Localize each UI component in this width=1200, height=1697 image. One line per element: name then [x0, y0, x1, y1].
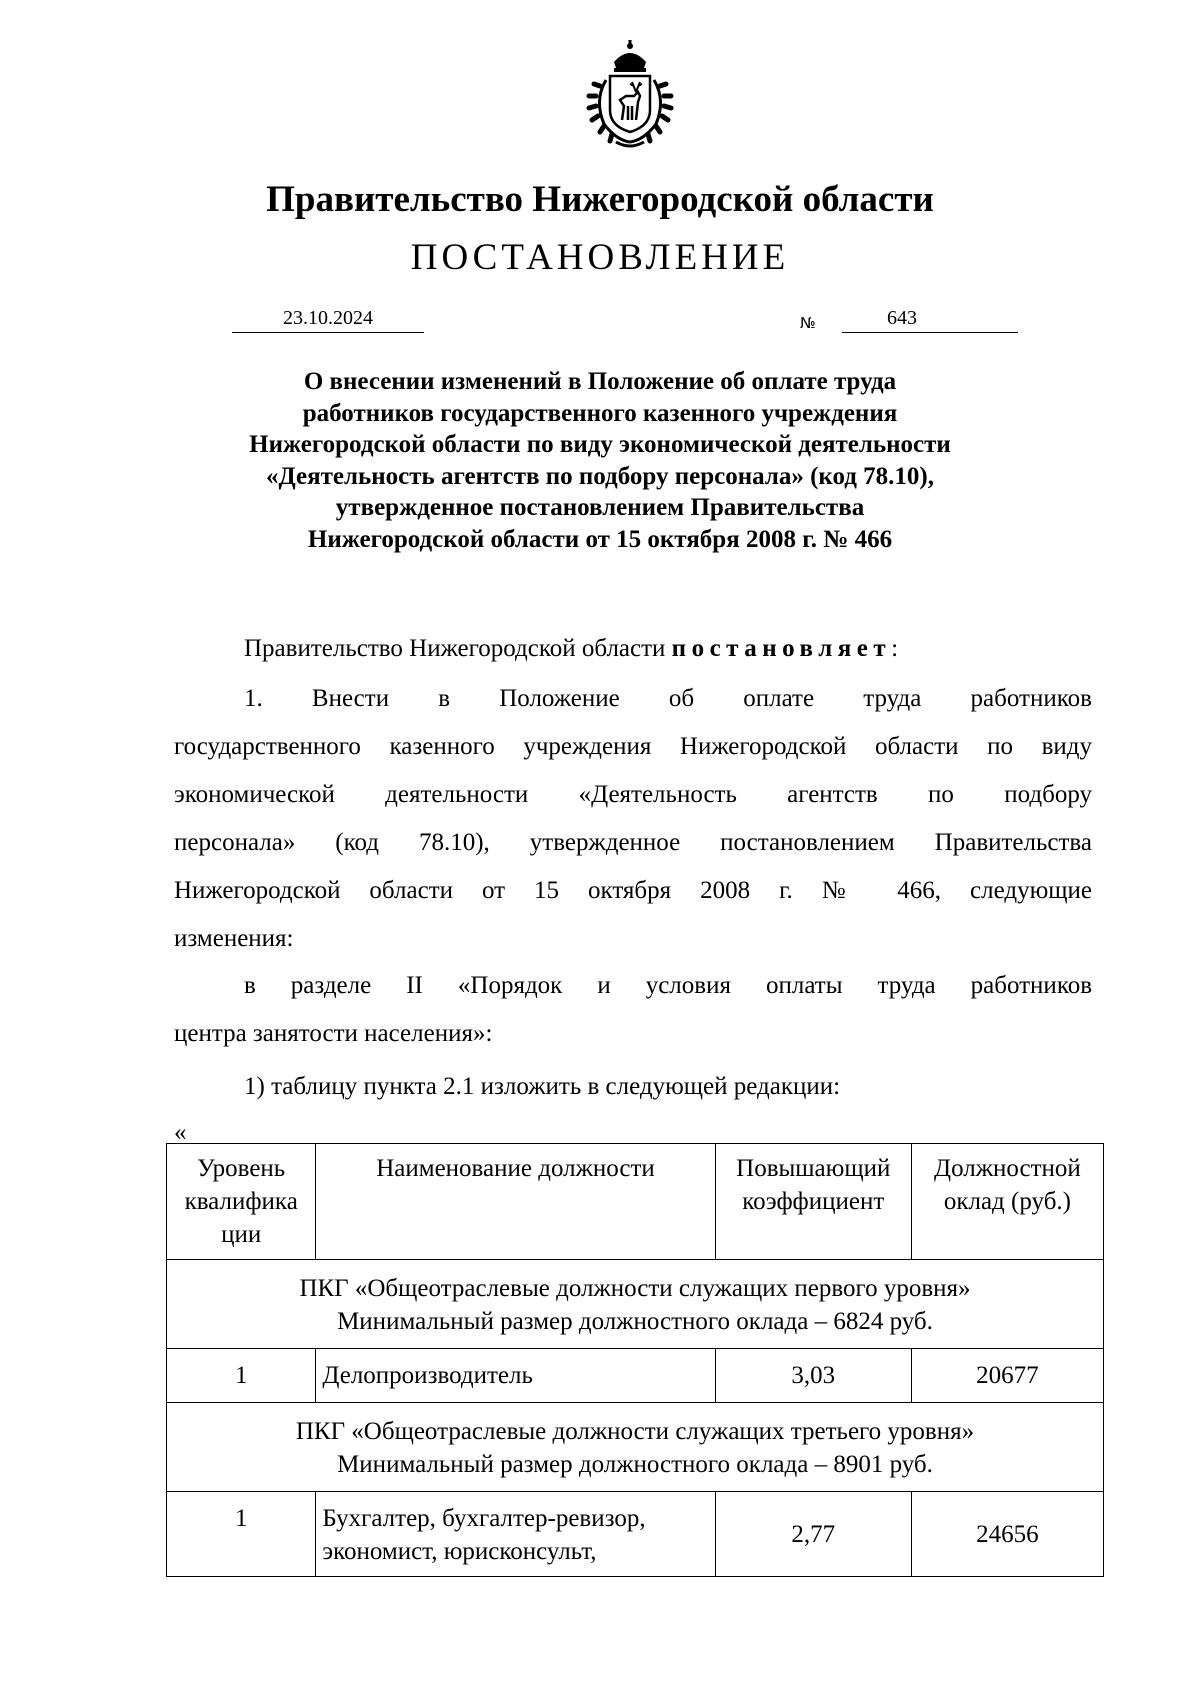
- heading-line: «Деятельность агентств по подбору персонала» (код 78.10),: [265, 462, 935, 490]
- cell-position-line: экономист, юрисконсульт,: [322, 1538, 597, 1565]
- word: в: [438, 685, 451, 712]
- intro-resolves: постановляет: [671, 635, 892, 662]
- heading-line: утвержденное постановлением Правительства: [335, 494, 865, 522]
- number-sign: №: [800, 314, 816, 332]
- word: работников: [970, 685, 1092, 712]
- salary-table: [166, 1143, 1104, 1577]
- heading-line: О внесении изменений в Положение об оплате труда: [303, 368, 897, 395]
- group-min-salary: Минимальный размер должностного оклада – 6824 руб.: [337, 1308, 933, 1335]
- cell-salary: 24656: [911, 1492, 1103, 1577]
- cell-position: Делопроизводитель: [316, 1349, 715, 1403]
- header-position: Наименование должности: [316, 1144, 715, 1260]
- heading-line: Нижегородской области от 15 октября 2008 г. № 466: [307, 525, 893, 553]
- document-number: 643: [887, 307, 917, 329]
- cell-level: 1: [167, 1349, 316, 1403]
- group-title: ПКГ «Общеотраслевые должности служащих третьего уровня»: [295, 1418, 975, 1445]
- paragraph-1-line: Нижегородской области от 15 октября 2008 г. № 466, следующие: [174, 877, 1092, 904]
- group-row: [167, 1260, 1104, 1349]
- cell-position-line: Бухгалтер, бухгалтер-ревизор,: [322, 1505, 646, 1532]
- paragraph-1-line: персонала» (код 78.10), утвержденное постановлением Правительства: [174, 829, 1092, 856]
- header-salary: Должностной оклад (руб.): [911, 1144, 1103, 1260]
- cell-level: 1: [167, 1492, 316, 1577]
- table-header-row: [167, 1144, 1104, 1260]
- intro-prefix: Правительство Нижегородской области: [244, 635, 672, 662]
- paragraph-1-line: экономической деятельности «Деятельность агентств по подбору: [174, 781, 1092, 808]
- opening-quote: «: [174, 1119, 187, 1146]
- cell-coefficient: 3,03: [715, 1349, 911, 1403]
- paragraph-1-first-line: [174, 675, 1092, 723]
- document-date: 23.10.2024: [232, 304, 424, 333]
- word: оплате: [743, 685, 815, 712]
- paragraph-2-line: центра занятости населения»:: [174, 1020, 493, 1047]
- government-title: Правительство Нижегородской области: [266, 179, 934, 220]
- paragraph-1-line: изменения:: [174, 925, 294, 952]
- word: Внести: [311, 685, 390, 712]
- header-coefficient: Повышающий коэффициент: [715, 1144, 911, 1260]
- word: 1.: [244, 685, 263, 712]
- paragraph-3: 1) таблицу пункта 2.1 изложить в следующей редакции:: [244, 1073, 841, 1100]
- resolution-intro: [244, 633, 898, 665]
- document-heading: [120, 366, 1080, 556]
- paragraph-1-line: государственного казенного учреждения Нижегородской области по виду: [174, 733, 1092, 760]
- word: об: [668, 685, 695, 712]
- group-cell: [167, 1260, 1104, 1349]
- coat-of-arms-icon: [576, 40, 684, 150]
- cell-coefficient: 2,77: [715, 1492, 911, 1577]
- group-cell: [167, 1403, 1104, 1492]
- table-row: [167, 1349, 1104, 1403]
- document-type: ПОСТАНОВЛЕНИЕ: [410, 237, 790, 278]
- document-number-field: [842, 304, 1018, 333]
- paragraph-2-line: в разделе II «Порядок и условия оплаты труда работников: [244, 972, 1092, 999]
- group-title: ПКГ «Общеотраслевые должности служащих первого уровня»: [299, 1275, 971, 1302]
- cell-salary: 20677: [911, 1349, 1103, 1403]
- cell-position: [316, 1492, 715, 1577]
- paragraph-2: [174, 962, 1092, 1058]
- heading-line: Нижегородской области по виду экономической деятельности: [249, 431, 951, 459]
- intro-suffix: :: [891, 635, 899, 662]
- group-row: [167, 1403, 1104, 1492]
- word: труда: [863, 685, 922, 712]
- table-row: [167, 1492, 1104, 1577]
- group-min-salary: Минимальный размер должностного оклада – 8901 руб.: [337, 1451, 933, 1478]
- word: Положение: [499, 685, 620, 712]
- paragraph-1: [174, 675, 1092, 963]
- header-level: Уровень квалифика ции: [167, 1144, 316, 1260]
- heading-line: работников государственного казенного учреждения: [302, 399, 898, 427]
